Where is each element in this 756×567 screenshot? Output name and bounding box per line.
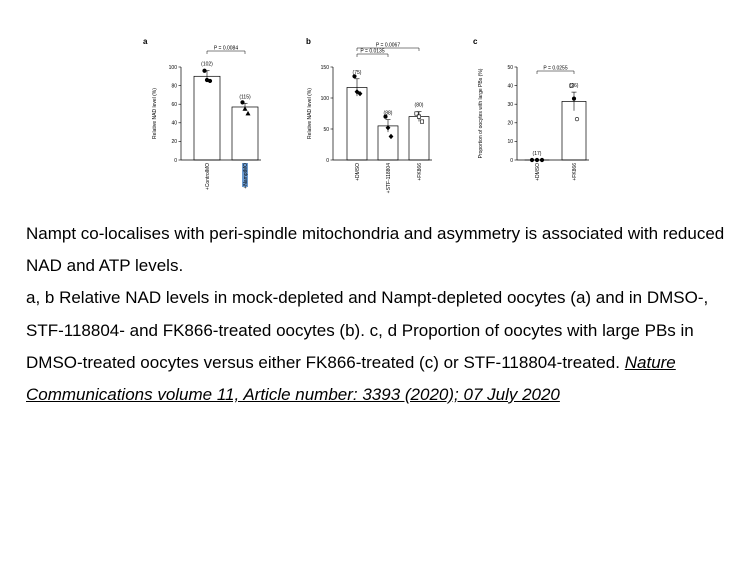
panel-label: c — [473, 37, 478, 46]
y-tick-label: 100 — [168, 64, 177, 71]
data-point — [572, 97, 576, 101]
y-tick-label: 40 — [171, 120, 177, 127]
y-axis-title: Proportion of oocytes with large PBs (%) — [478, 68, 484, 159]
y-tick-label: 0 — [174, 157, 177, 164]
data-point — [208, 79, 212, 83]
p-value-label: P = 0.0255 — [543, 65, 568, 72]
category-label: +DMSO — [534, 163, 541, 181]
y-axis-title: Relative NAD level (%) — [307, 88, 313, 139]
n-count: (26) — [569, 83, 579, 90]
data-point — [420, 120, 423, 123]
n-count: (80) — [414, 102, 424, 109]
y-tick-label: 50 — [507, 64, 513, 71]
n-count: (115) — [239, 94, 251, 101]
caption-body-text: a, b Relative NAD levels in mock-depleted and Nampt-depleted oocytes (a) and in DMSO-, STF-118804- and FK866-treated oocytes (b). c, d Proportion of oocytes with large PBs in DMSO-treated oocytes versus either FK866-treated (c) or STF-118804-treated. — [26, 288, 709, 372]
figure — [0, 0, 756, 200]
data-point — [417, 115, 420, 118]
n-count: (75) — [352, 69, 362, 76]
y-tick-label: 100 — [320, 95, 329, 102]
n-count: (17) — [532, 151, 542, 157]
category-label: +ControlMO — [204, 163, 211, 191]
caption-body — [26, 282, 736, 411]
panel-b — [306, 37, 432, 193]
panel-c — [473, 37, 589, 181]
y-tick-label: 20 — [507, 120, 513, 127]
data-point — [575, 117, 579, 121]
y-axis-title: Relative NAD level (%) — [152, 88, 158, 139]
category-label: +FK866 — [571, 163, 578, 181]
y-tick-label: 0 — [326, 157, 329, 164]
y-tick-label: 150 — [320, 64, 329, 71]
category-label: +STF-118804 — [385, 163, 392, 194]
bar — [347, 87, 367, 160]
y-tick-label: 50 — [323, 126, 329, 133]
category-label: +NamptMO — [242, 162, 249, 189]
caption-title: Nampt co-localises with peri-spindle mitochondria and asymmetry is associated with reduced NAD and ATP levels. — [26, 224, 725, 276]
y-tick-label: 0 — [510, 157, 513, 164]
y-tick-label: 60 — [171, 102, 177, 108]
panel-a — [143, 37, 261, 190]
p-value-label: P = 0.0135 — [360, 48, 385, 55]
n-count: (88) — [383, 110, 393, 117]
n-count: (102) — [201, 61, 213, 68]
category-label: +DMSO — [354, 163, 361, 181]
bar — [194, 76, 220, 160]
y-tick-label: 10 — [507, 139, 513, 146]
citation-link[interactable]: Nature Communications volume 11, Article number: 3393 (2020); 07 July 2020 — [26, 352, 676, 405]
category-label: +FK866 — [416, 163, 423, 181]
panel-label: b — [306, 37, 311, 46]
panel-label: a — [143, 37, 148, 46]
bar — [409, 117, 429, 160]
y-tick-label: 80 — [171, 83, 177, 90]
data-point — [203, 69, 207, 73]
bar — [232, 107, 258, 160]
p-value-label: P = 0.0084 — [213, 45, 239, 52]
data-point — [241, 101, 245, 105]
figure-caption — [26, 218, 736, 411]
y-tick-label: 30 — [507, 102, 513, 108]
y-tick-label: 20 — [171, 139, 177, 146]
y-tick-label: 40 — [507, 83, 513, 90]
p-value-label: P = 0.0067 — [375, 42, 401, 49]
